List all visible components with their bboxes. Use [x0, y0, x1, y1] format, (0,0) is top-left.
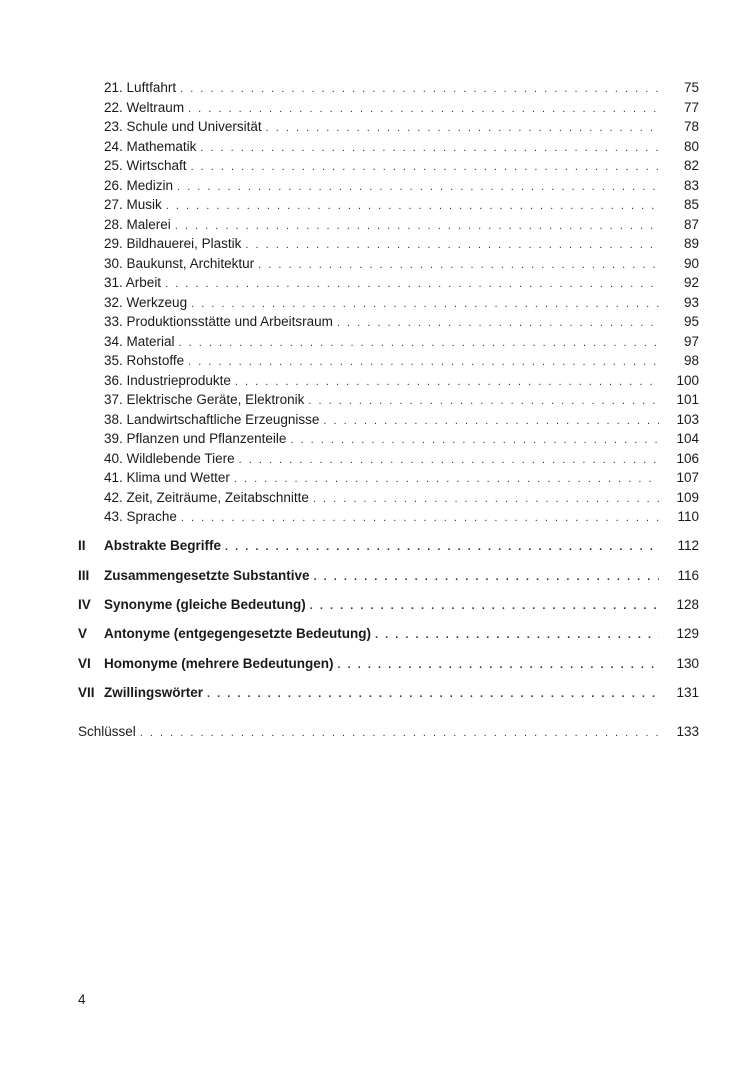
entry-title: Luftfahrt [126, 80, 177, 95]
entry-title: Rohstoffe [126, 353, 185, 368]
entry-number: 24. [104, 139, 123, 154]
entry-page: 89 [683, 236, 699, 251]
toc-entry [104, 312, 699, 332]
entry-number: 36. [104, 373, 123, 388]
dot-leader [314, 567, 659, 587]
entry-page: 82 [683, 158, 699, 173]
section-numeral: V [78, 626, 88, 641]
toc-section [78, 536, 699, 556]
entry-title: Bildhauerei, Plastik [126, 236, 242, 251]
dot-leader [191, 294, 659, 314]
entry-title: Landwirtschaftliche Erzeugnisse [126, 412, 320, 427]
dot-leader [140, 723, 659, 743]
toc-entry [104, 507, 699, 527]
dot-leader [290, 430, 659, 450]
toc-entry [104, 449, 699, 469]
entry-page: 85 [683, 197, 699, 212]
section-page: 131 [676, 685, 699, 700]
dot-leader [266, 118, 659, 138]
entry-number: 37. [104, 392, 123, 407]
entry-page: 104 [676, 431, 699, 446]
section-title: Zwillingswörter [104, 685, 204, 700]
section-numeral: II [78, 538, 86, 553]
entry-number: 30. [104, 256, 123, 271]
entry-number: 21. [104, 80, 123, 95]
section-page: 129 [676, 626, 699, 641]
section-page: 116 [677, 568, 699, 583]
dot-leader [181, 508, 659, 528]
dot-leader [207, 684, 659, 704]
entry-number: 40. [104, 451, 123, 466]
toc-section [78, 624, 699, 644]
section-page: 128 [676, 597, 699, 612]
dot-leader [308, 391, 659, 411]
entry-number: 42. [104, 490, 123, 505]
toc-entry [104, 332, 699, 352]
dot-leader [235, 372, 659, 392]
entry-number: 28. [104, 217, 123, 232]
entry-number: 23. [104, 119, 123, 134]
dot-leader [225, 537, 659, 557]
entry-title: Wirtschaft [126, 158, 187, 173]
dot-leader [177, 177, 659, 197]
entry-number: 31. [104, 275, 123, 290]
page-number: 4 [78, 992, 86, 1007]
dot-leader [337, 313, 659, 333]
entry-title: Schule und Universität [126, 119, 262, 134]
toc-entry [104, 195, 699, 215]
entry-page: 90 [683, 256, 699, 271]
entry-title: Zeit, Zeiträume, Zeitabschnitte [126, 490, 309, 505]
entry-page: 77 [683, 100, 699, 115]
dot-leader [375, 625, 659, 645]
key-page: 133 [676, 724, 699, 739]
dot-leader [239, 450, 659, 470]
entry-number: 38. [104, 412, 123, 427]
entry-title: Werkzeug [126, 295, 188, 310]
entry-page: 83 [683, 178, 699, 193]
entry-number: 35. [104, 353, 123, 368]
toc-entry [104, 176, 699, 196]
entry-page: 109 [676, 490, 699, 505]
toc-entry [104, 468, 699, 488]
dot-leader [245, 235, 659, 255]
entry-number: 41. [104, 470, 123, 485]
entry-number: 22. [104, 100, 123, 115]
entry-title: Material [126, 334, 175, 349]
toc-entry [104, 117, 699, 137]
dot-leader [234, 469, 659, 489]
section-numeral: IV [78, 597, 91, 612]
toc-entry [104, 98, 699, 118]
toc-entry [104, 488, 699, 508]
toc-section [78, 683, 699, 703]
toc-entry [104, 156, 699, 176]
dot-leader [310, 596, 659, 616]
toc-entry [104, 293, 699, 313]
entry-number: 32. [104, 295, 123, 310]
entry-page: 93 [683, 295, 699, 310]
toc-entry [104, 410, 699, 430]
toc-entry [104, 273, 699, 293]
entry-page: 100 [676, 373, 699, 388]
section-title: Homonyme (mehrere Bedeutungen) [104, 656, 334, 671]
entry-number: 29. [104, 236, 123, 251]
entry-page: 78 [683, 119, 699, 134]
toc-entry [104, 254, 699, 274]
entry-page: 92 [683, 275, 699, 290]
toc-entry [104, 215, 699, 235]
dot-leader [166, 196, 659, 216]
entry-page: 107 [676, 470, 699, 485]
dot-leader [180, 79, 659, 99]
entry-number: 26. [104, 178, 123, 193]
entry-page: 97 [683, 334, 699, 349]
section-title: Abstrakte Begriffe [104, 538, 222, 553]
entry-page: 95 [683, 314, 699, 329]
entry-title: Mathematik [126, 139, 197, 154]
entry-title: Arbeit [125, 275, 162, 290]
dot-leader [179, 333, 659, 353]
section-numeral: VI [78, 656, 91, 671]
entry-page: 80 [683, 139, 699, 154]
entry-title: Malerei [126, 217, 171, 232]
toc-entry [104, 351, 699, 371]
toc-section [78, 654, 699, 674]
toc-section [78, 566, 699, 586]
entry-title: Wildlebende Tiere [126, 451, 235, 466]
section-numeral: VII [78, 685, 95, 700]
entry-page: 101 [676, 392, 699, 407]
dot-leader [338, 655, 659, 675]
entry-page: 87 [683, 217, 699, 232]
entry-number: 33. [104, 314, 123, 329]
dot-leader [200, 138, 659, 158]
entry-page: 98 [683, 353, 699, 368]
entry-number: 39. [104, 431, 123, 446]
toc-entry [104, 78, 699, 98]
dot-leader [313, 489, 659, 509]
entry-title: Produktionsstätte und Arbeitsraum [126, 314, 333, 329]
section-page: 112 [677, 538, 699, 553]
entry-title: Medizin [126, 178, 174, 193]
entry-page: 110 [677, 509, 699, 524]
entry-number: 34. [104, 334, 123, 349]
toc-key-entry [78, 722, 699, 742]
entry-page: 103 [676, 412, 699, 427]
entry-number: 43. [104, 509, 123, 524]
entry-title: Elektrische Geräte, Elektronik [126, 392, 305, 407]
section-title: Synonyme (gleiche Bedeutung) [104, 597, 306, 612]
dot-leader [188, 352, 659, 372]
dot-leader [175, 216, 659, 236]
entry-title: Pflanzen und Pflanzenteile [126, 431, 287, 446]
section-title: Zusammengesetzte Substantive [104, 568, 310, 583]
section-numeral: III [78, 568, 90, 583]
section-title: Antonyme (entgegengesetzte Bedeutung) [104, 626, 372, 641]
toc-entry [104, 390, 699, 410]
toc-entry [104, 371, 699, 391]
entry-title: Weltraum [126, 100, 185, 115]
section-page: 130 [676, 656, 699, 671]
toc-section [78, 595, 699, 615]
entry-page: 75 [683, 80, 699, 95]
dot-leader [165, 274, 659, 294]
toc-entry [104, 429, 699, 449]
entry-title: Musik [126, 197, 162, 212]
key-title: Schlüssel [78, 724, 136, 739]
dot-leader [258, 255, 659, 275]
entry-title: Baukunst, Architektur [126, 256, 255, 271]
entry-title: Industrieprodukte [126, 373, 231, 388]
toc-entry [104, 137, 699, 157]
dot-leader [323, 411, 659, 431]
toc-entry [104, 234, 699, 254]
dot-leader [191, 157, 659, 177]
entry-title: Sprache [126, 509, 177, 524]
dot-leader [188, 99, 659, 119]
entry-number: 27. [104, 197, 123, 212]
entry-title: Klima und Wetter [126, 470, 230, 485]
entry-number: 25. [104, 158, 123, 173]
entry-page: 106 [676, 451, 699, 466]
